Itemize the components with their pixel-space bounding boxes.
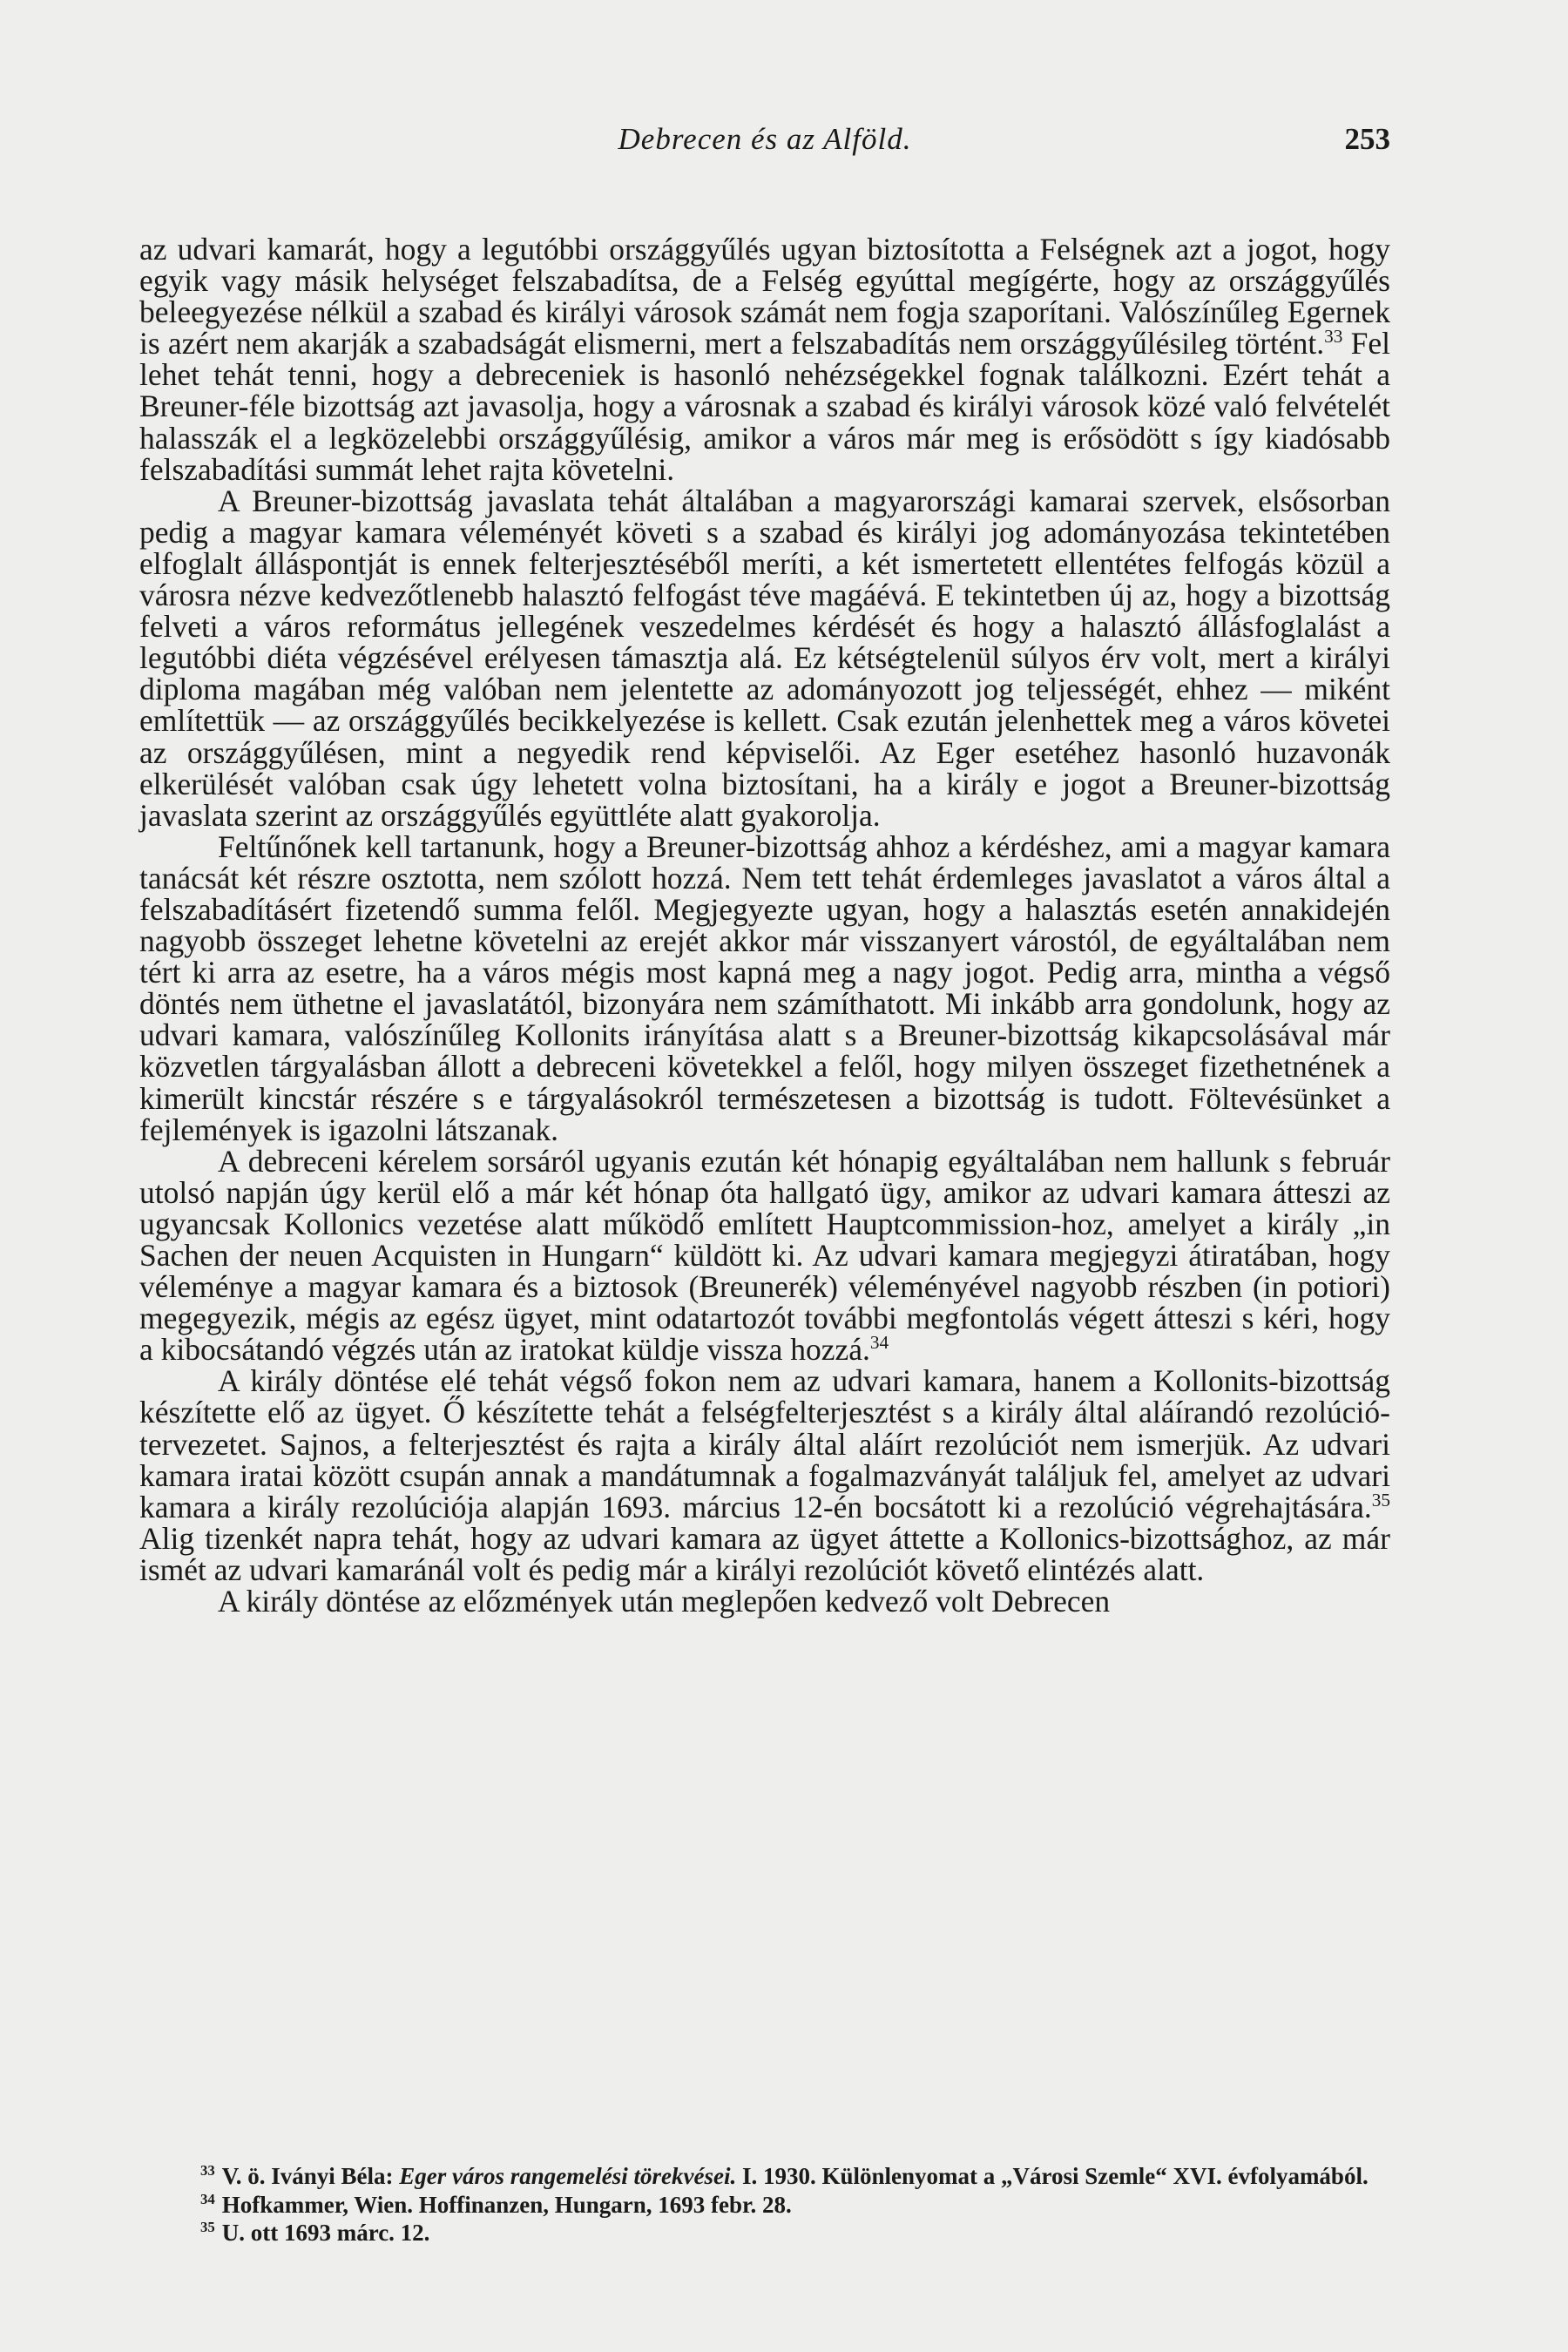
footnote-marker: 34 — [200, 2190, 215, 2207]
footnote-33 — [139, 2162, 1390, 2191]
footnote-title: Eger város rangemelési törekvései. — [399, 2163, 737, 2189]
running-head: Debrecen és az Alföld. — [618, 122, 912, 156]
paragraph-5 — [139, 1365, 1390, 1585]
footnote-marker: 33 — [200, 2162, 215, 2179]
footnote-text: I. 1930. Különlenyomat a „Városi Szemle“ XVI. évfolyamából. — [736, 2163, 1369, 2189]
paragraph-text: Fel lehet tehát tenni, hogy a debreceniek is hasonló nehézségekkel fognak találkozni. Ezért tehát a Breuner-féle bizottság azt javasolja, hogy a városnak a szabad és királyi városok közé való felvételét halasszák el a legközelebbi országgyűlésig, amikor a város már meg is erősödött s így kiadósabb felszabadítási summát lehet rajta követelni. — [139, 326, 1390, 487]
paragraph-text: Alig tizenkét napra tehát, hogy az udvari kamara az ügyet áttette a Kollonics-bizottsághoz, az már ismét az udvari kamaránál volt és pedig már a királyi rezolúciót követő elintézés alatt. — [139, 1520, 1390, 1587]
footnote-35 — [139, 2219, 1390, 2247]
footnote-ref-33[interactable]: 33 — [1324, 326, 1343, 348]
page-number: 253 — [1344, 122, 1390, 156]
footnotes — [139, 2162, 1390, 2247]
paragraph-6: A király döntése az előzmények után meglepően kedvező volt Debrecen — [218, 1584, 1111, 1619]
footnote-text: V. ö. Iványi Béla: — [221, 2163, 400, 2189]
footnote-text: U. ott 1693 márc. 12. — [221, 2220, 430, 2246]
footnote-34 — [139, 2191, 1390, 2220]
footnote-marker: 35 — [200, 2219, 215, 2235]
paragraph-4 — [139, 1143, 1390, 1368]
footnote-ref-34[interactable]: 34 — [869, 1332, 889, 1354]
body-text — [139, 233, 1390, 1617]
footnote-text: Hofkammer, Wien. Hoffinanzen, Hungarn, 1693 febr. 28. — [221, 2191, 792, 2218]
page-header — [139, 122, 1390, 166]
paragraph-text: az udvari kamarát, hogy a legutóbbi országgyűlés ugyan biztosította a Felségnek azt a jogot, hogy egyik vagy másik helységet felszabadítsa, de a Felség egyúttal megígérte, hogy az országgyűlés beleegyezése nélkül a szabad és királyi városok számát nem fogja szaporítani. Valószínűleg Egernek is azért nem akarják a szabadságát elismerni, mert a felszabadítás nem országgyűlésileg történt. — [139, 232, 1390, 362]
paragraph-text: A debreceni kérelem sorsáról ugyanis ezután két hónapig egyáltalában nem hallunk s február utolsó napján úgy kerül elő a már két hónap óta hallgató ügy, amikor az udvari kamara átteszi az ugyancsak Kollonics vezetése alatt működő említett Hauptcommission-hoz, amelyet a király „in Sachen der neuen Acquisten in Hungarn“ küldött ki. Az udvari kamara megjegyzi átiratában, hogy véleménye a magyar kamara és a biztosok (Breunerék) véleményével nagyobb részben (in potiori) megegyezik, mégis az egész ügyet, mint odatartozót további megfontolás végett átteszi s kéri, hogy a kibocsátandó végzés után az iratokat küldje vissza hozzá. — [139, 1143, 1390, 1368]
paragraph-1 — [139, 233, 1390, 485]
paragraph-3: Feltűnőnek kell tartanunk, hogy a Breuner-bizottság ahhoz a kérdéshez, ami a magyar kamara tanácsát két részre osztotta, nem szólott hozzá. Nem tett tehát érdemleges javaslatot a város által a felszabadításért fizetendő summa felől. Megjegyezte ugyan, hogy a halasztás esetén annakidején nagyobb összeget lehetne követelni az erejét akkor már visszanyert várostól, de egyáltalában nem tért ki arra az esetre, ha a város mégis most kapná meg a nagy jogot. Pedig arra, mintha a végső döntés nem üthetne el javaslatától, bizonyára nem számíthatott. Mi inkább arra gondolunk, hogy az udvari kamara, valószínűleg Kollonits irányítása alatt s a Breuner-bizottság kikapcsolásával már közvetlen tárgyalásban állott a debreceni követekkel a felől, hogy milyen összeget fizethetnének a kimerült kincstár részére s e tárgyalásokról természetesen a bizottság is tudott. Föltevésünket a fejlemények is igazolni látszanak. — [139, 828, 1390, 1147]
paragraph-2: A Breuner-bizottság javaslata tehát általában a magyarországi kamarai szervek, elsősorban pedig a magyar kamara véleményét követi s a szabad és királyi jog adományozása tekintetében elfoglalt álláspontját is ennek felterjesztéséből meríti, a két ismertetett ellentétes felfogás közül a városra nézve kedvezőtlenebb halasztó felfogást téve magáévá. E tekintetben új az, hogy a bizottság felveti a város református jellegének veszedelmes kérdését és hogy a halasztó állásfoglalást a legutóbbi diéta végzésével erélyesen támasztja alá. Ez kétségtelenül súlyos érv volt, mert a királyi diploma magában még valóban nem jelentette az adományozott jog teljességét, ehhez — miként említettük — az országgyűlés becikkelyezése is kellett. Csak ezután jelenhettek meg a város követei az országgyűlésen, mint a negyedik rend képviselői. Az Eger esetéhez hasonló huzavonák elkerülését valóban csak úgy lehetett volna biztosítani, ha a király e jogot a Breuner-bizottság javaslata szerint az országgyűlés együttléte alatt gyakorolja. — [139, 483, 1390, 833]
paragraph-text: A király döntése elé tehát végső fokon nem az udvari kamara, hanem a Kollonits-bizottság készítette elő az ügyet. Ő készítette tehát a felségfelterjesztést s a király által aláírandó rezolúció-tervezetet. Sajnos, a felterjesztést és rajta a király által aláírt rezolúciót nem ismerjük. Az udvari kamara iratai között csupán annak a mandátumnak a fogalmazványát találjuk fel, amelyet az udvari kamara a király rezolúciója alapján 1693. március 12-én bocsátott ki a rezolúció végrehajtására. — [139, 1363, 1390, 1524]
footnote-ref-35[interactable]: 35 — [1371, 1489, 1390, 1511]
